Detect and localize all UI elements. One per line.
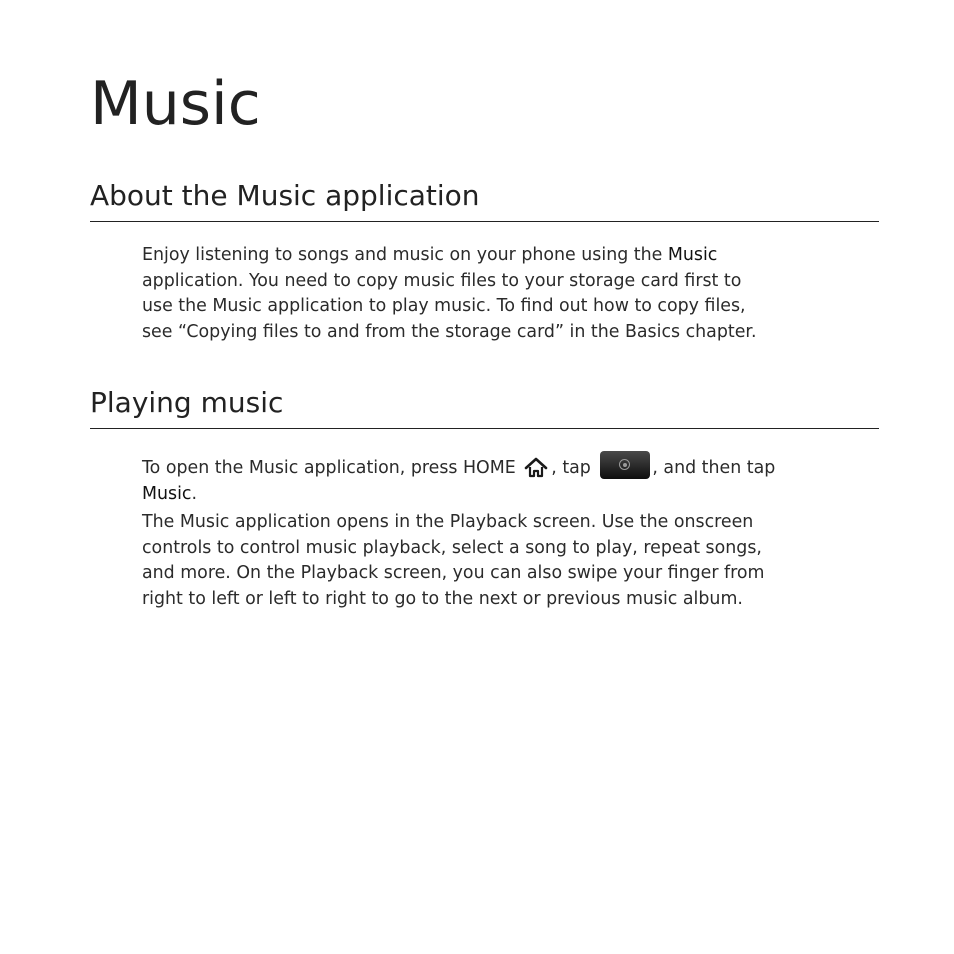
- about-line-4: see “Copying files to and from the storage card” in the Basics chapter.: [142, 321, 757, 342]
- about-line-2: application. You need to copy music files to your storage card first to: [142, 270, 742, 291]
- camera-icon: [619, 459, 630, 470]
- playing-line-1: To open the Music application, press HOME , tap , and then tap: [142, 451, 879, 482]
- section-divider: [90, 428, 879, 429]
- section-about: [90, 178, 879, 222]
- chapter-title: Music: [90, 69, 261, 139]
- playing-paragraph-1: [142, 451, 879, 507]
- section-divider: [90, 221, 879, 222]
- about-paragraph: [142, 243, 879, 345]
- home-icon: [523, 456, 549, 478]
- playing-paragraph-2: [142, 510, 879, 612]
- playback-line-2: controls to control music playback, select a song to play, repeat songs,: [142, 537, 762, 558]
- all-apps-button-icon: [600, 451, 650, 479]
- about-line-3: use the Music application to play music. To find out how to copy files,: [142, 296, 746, 316]
- section-playing: [90, 385, 879, 429]
- playback-line-4: right to left or left to right to go to the next or previous music album.: [142, 588, 743, 609]
- music-app-term: Music: [142, 483, 192, 504]
- playback-line-1: The Music application opens in the Playback screen. Use the onscreen: [142, 512, 754, 532]
- section-title-playing: Playing music: [90, 386, 284, 419]
- about-line-1: Enjoy listening to songs and music on your phone using the Music: [142, 245, 718, 265]
- playing-line-2: Music.: [142, 483, 198, 504]
- playback-line-3: and more. On the Playback screen, you can also swipe your finger from: [142, 563, 765, 583]
- music-app-term: Music: [667, 245, 718, 265]
- section-title-about: About the Music application: [90, 179, 480, 212]
